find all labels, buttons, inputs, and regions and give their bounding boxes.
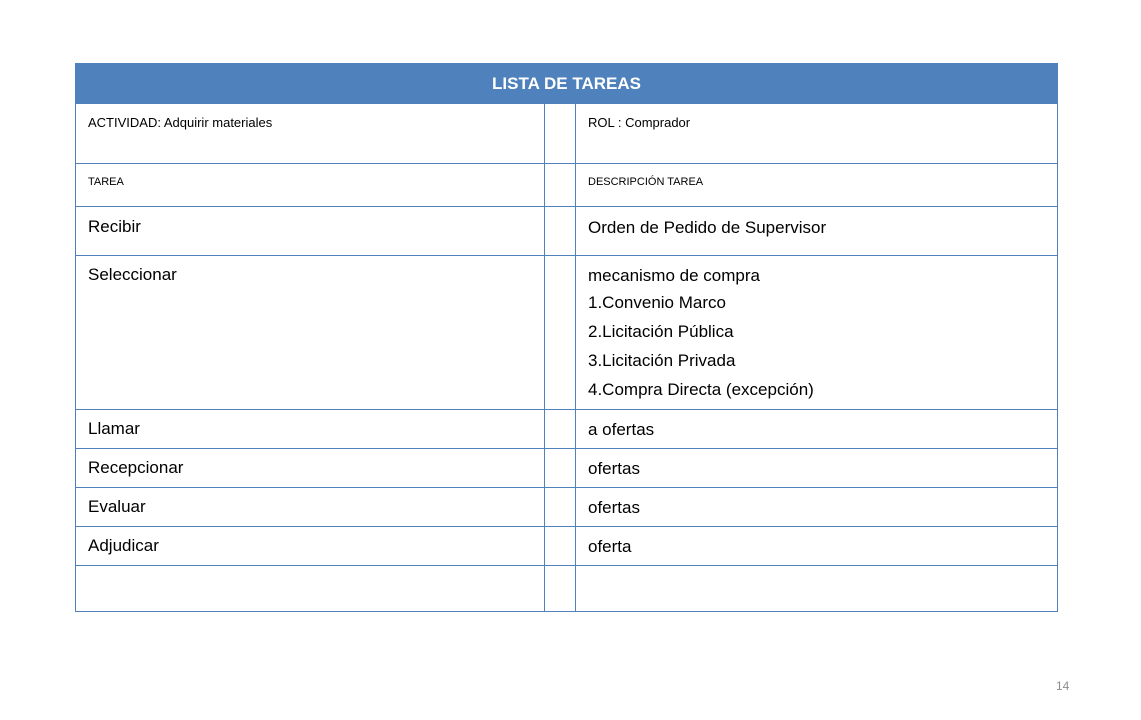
description-cell <box>576 527 1058 566</box>
table-title: LISTA DE TAREAS <box>76 64 1058 104</box>
activity-cell: ACTIVIDAD: Adquirir materiales <box>76 104 545 164</box>
spacer-cell <box>545 449 576 488</box>
task-cell: Evaluar <box>76 488 545 527</box>
description-cell <box>576 207 1058 256</box>
spacer-cell <box>545 164 576 207</box>
table-title-row <box>76 64 1058 104</box>
spacer-cell <box>545 566 576 612</box>
task-cell: Adjudicar <box>76 527 545 566</box>
spacer-cell <box>545 488 576 527</box>
task-list-table <box>75 63 1058 612</box>
description-line: a ofertas <box>588 420 655 439</box>
description-line: ofertas <box>588 459 640 478</box>
table-row <box>76 488 1058 527</box>
column-header-description: DESCRIPCIÓN TAREA <box>576 164 1058 207</box>
role-cell: ROL : Comprador <box>576 104 1058 164</box>
task-cell: Llamar <box>76 410 545 449</box>
page-number: 14 <box>1056 679 1070 693</box>
description-line: ofertas <box>588 498 640 517</box>
table-row <box>76 256 1058 410</box>
description-line: Orden de Pedido de Supervisor <box>588 218 827 237</box>
description-line: oferta <box>588 537 632 556</box>
task-cell: Recepcionar <box>76 449 545 488</box>
spacer-cell <box>545 256 576 410</box>
task-cell: Recibir <box>76 207 545 256</box>
table-row <box>76 410 1058 449</box>
column-header-row <box>76 164 1058 207</box>
table-row <box>76 207 1058 256</box>
description-line: 2.Licitación Pública <box>588 322 734 341</box>
description-line: 4.Compra Directa (excepción) <box>588 380 814 399</box>
description-cell <box>576 488 1058 527</box>
description-cell <box>576 256 1058 410</box>
description-cell <box>576 449 1058 488</box>
description-line: 3.Licitación Privada <box>588 351 736 370</box>
description-line: mecanismo de compra <box>588 266 760 285</box>
description-line: 1.Convenio Marco <box>588 293 726 312</box>
task-cell: Seleccionar <box>76 256 545 410</box>
meta-row <box>76 104 1058 164</box>
empty-row <box>76 566 1058 612</box>
spacer-cell <box>545 104 576 164</box>
spacer-cell <box>545 527 576 566</box>
empty-cell <box>576 566 1058 612</box>
empty-cell <box>76 566 545 612</box>
table-row <box>76 527 1058 566</box>
spacer-cell <box>545 410 576 449</box>
spacer-cell <box>545 207 576 256</box>
table-row <box>76 449 1058 488</box>
column-header-task: TAREA <box>76 164 545 207</box>
description-cell <box>576 410 1058 449</box>
